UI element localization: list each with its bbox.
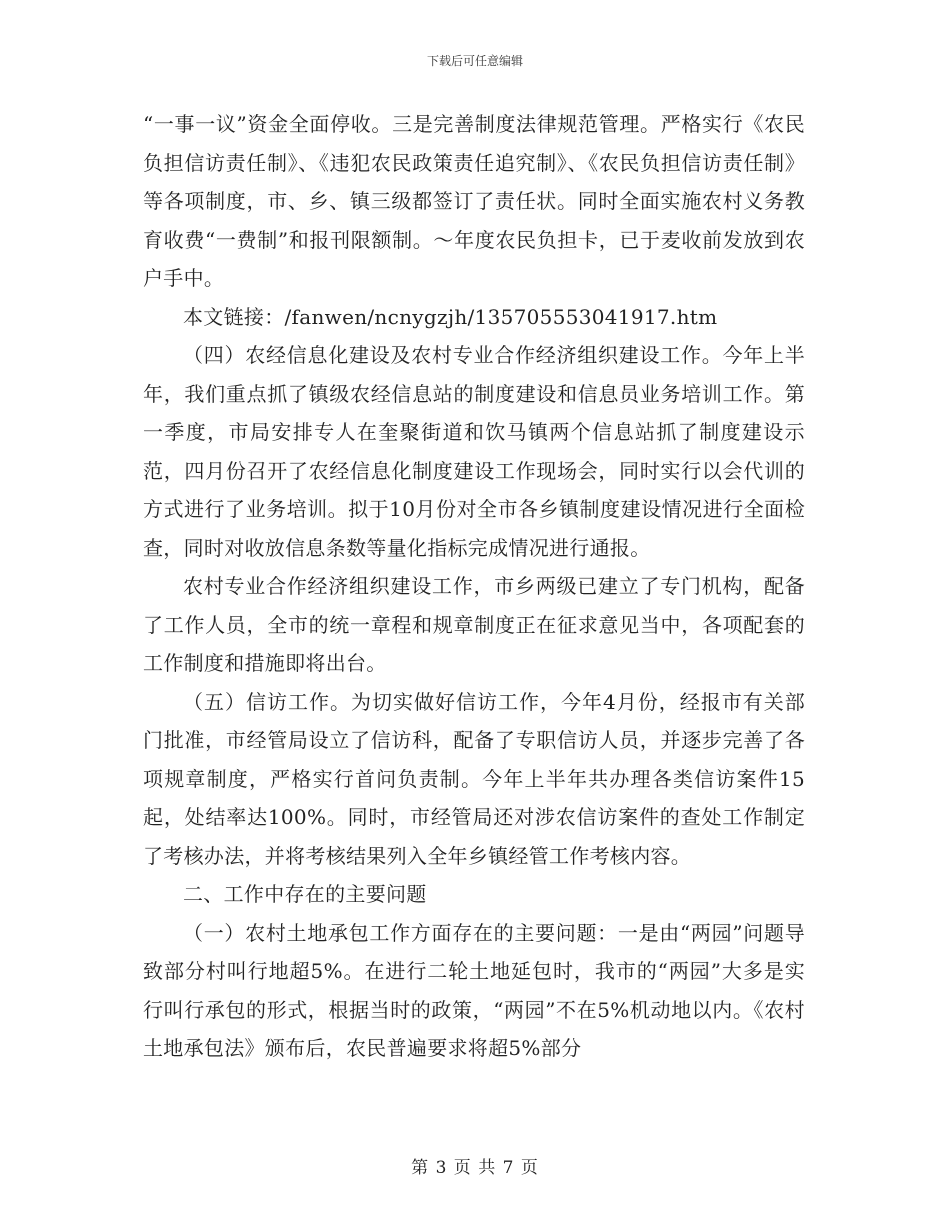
page-header-note: 下载后可任意编辑 — [426, 54, 523, 68]
paragraph: “一事一议”资金全面停收。三是完善制度法律规范管理。严格实行《农民负担信访责任制》、《违犯农民政策责任追究制》、《农民负担信访责任制》等各项制度，市、乡、镇三级都签订了责任状。同时全面实施农村义务教育收费“一费制”和报刊限额制。～年度农民负担卡，已于麦收前发放到农户手中。 — [143, 112, 805, 290]
section-heading: 二、工作中存在的主要问题 — [183, 882, 427, 906]
paragraph: （四）农经信息化建设及农村专业合作经济组织建设工作。今年上半年，我们重点抓了镇级农经信息站的制度建设和信息员业务培训工作。第一季度，市局安排专人在奎聚街道和饮马镇两个信息站抓了制度建设示范，四月份召开了农经信息化制度建设工作现场会，同时实行以会代训的方式进行了业务培训。拟于10月份对全市各乡镇制度建设情况进行全面检查，同时对收放信息条数等量化指标完成情况进行通报。 — [143, 343, 805, 560]
paragraph: （一）农村土地承包工作方面存在的主要问题：一是由“两园”问题导致部分村叫行地超5%。在进行二轮土地延包时，我市的“两园”大多是实行叫行承包的形式，根据当时的政策，“两园”不在5%机动地以内。《农村土地承包法》颁布后，农民普遍要求将超5%部分 — [143, 920, 805, 1060]
article-link-line: 本文链接：/fanwen/ncnygzjh/135705553041917.htm — [183, 304, 718, 329]
paragraph: 农村专业合作经济组织建设工作，市乡两级已建立了专门机构，配备了工作人员，全市的统一章程和规章制度正在征求意见当中，各项配套的工作制度和措施即将出台。 — [143, 574, 805, 675]
document-body — [143, 105, 805, 1068]
page-number-footer: 第 3 页 共 7 页 — [411, 1158, 539, 1178]
paragraph: （五）信访工作。为切实做好信访工作，今年4月份，经报市有关部门批准，市经管局设立了信访科，配备了专职信访人员，并逐步完善了各项规章制度，严格实行首问负责制。今年上半年共办理各类信访案件15起，处结率达100%。同时，市经管局还对涉农信访案件的查处工作制定了考核办法，并将考核结果列入全年乡镇经管工作考核内容。 — [143, 689, 805, 868]
